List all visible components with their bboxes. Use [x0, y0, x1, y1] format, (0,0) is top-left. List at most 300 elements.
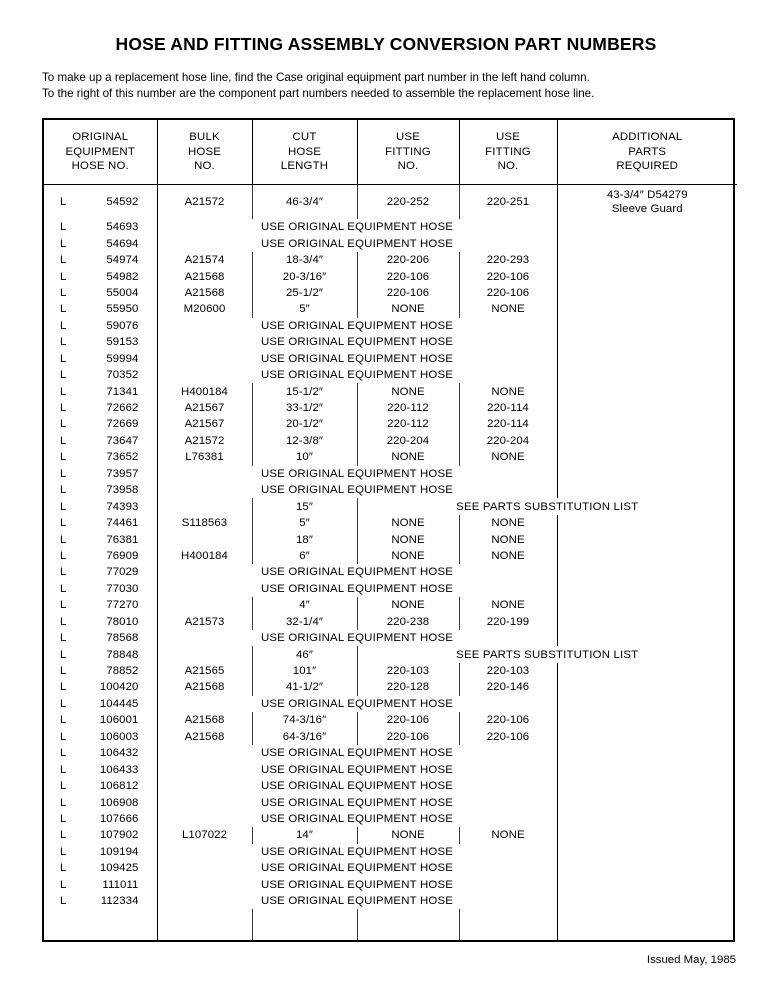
hose-prefix-label: L — [60, 714, 67, 727]
cell-cut-hose-length: 5″ — [252, 515, 357, 531]
header-line: FITTING — [385, 145, 431, 158]
cell-use-original-equipment-hose-note: USE ORIGINAL EQUIPMENT HOSE — [157, 351, 557, 367]
cell-use-fitting-no-1: NONE — [357, 301, 459, 317]
header-line: NO. — [397, 160, 419, 173]
header-line: PARTS — [628, 145, 667, 158]
hose-number-value: 111011 — [102, 878, 139, 891]
cell-use-fitting-no-2: 220-106 — [459, 285, 557, 301]
intro-line-1: To make up a replacement hose line, find the Case original equipment part number in the left hand column. — [42, 71, 590, 84]
hose-prefix-label: L — [60, 451, 67, 464]
hose-prefix-label: L — [60, 467, 67, 480]
cell-original-equipment-hose-no — [44, 285, 157, 301]
cell-additional-parts-required — [557, 400, 737, 416]
hose-number-value: 72662 — [106, 402, 139, 415]
table-body — [44, 185, 737, 941]
hose-prefix-label: L — [60, 517, 67, 530]
hose-number-value: 77270 — [106, 599, 139, 612]
hose-prefix-label: L — [60, 862, 67, 875]
cell-additional-parts-required — [557, 581, 737, 597]
cell-bulk-hose-no — [157, 909, 252, 940]
hose-prefix-label: L — [60, 533, 67, 546]
cell-cut-hose-length: 6″ — [252, 548, 357, 564]
cell-original-equipment-hose-no — [44, 877, 157, 893]
cell-use-original-equipment-hose-note: USE ORIGINAL EQUIPMENT HOSE — [157, 466, 557, 482]
cell-bulk-hose-no: A21572 — [157, 185, 252, 220]
cell-original-equipment-hose-no — [44, 416, 157, 432]
cell-use-fitting-no-2: NONE — [459, 515, 557, 531]
hose-number-value: 55004 — [106, 286, 139, 299]
header-line: NO. — [194, 160, 215, 173]
hose-number-value: 109194 — [99, 845, 139, 858]
table-row — [44, 449, 737, 465]
cell-cut-hose-length: 46″ — [252, 646, 357, 662]
cell-use-original-equipment-hose-note: USE ORIGINAL EQUIPMENT HOSE — [157, 844, 557, 860]
cell-additional-parts-required — [557, 482, 737, 498]
hose-prefix-label: L — [60, 418, 67, 431]
cell-original-equipment-hose-no — [44, 482, 157, 498]
cell-additional-parts-required — [557, 252, 737, 268]
cell-use-fitting-no-2: NONE — [459, 531, 557, 547]
hose-number-value: 76381 — [106, 533, 139, 546]
hose-prefix-label: L — [60, 566, 67, 579]
additional-part-line: Sleeve Guard — [611, 203, 683, 215]
cell-original-equipment-hose-no — [44, 268, 157, 284]
cell-use-original-equipment-hose-note: USE ORIGINAL EQUIPMENT HOSE — [157, 334, 557, 350]
cell-additional-parts-required — [557, 761, 737, 777]
cell-see-parts-substitution-list-note: SEE PARTS SUBSTITUTION LIST — [456, 500, 639, 513]
table-row — [44, 334, 737, 350]
hose-prefix-label: L — [60, 829, 67, 842]
cell-cut-hose-length: 15-1/2″ — [252, 383, 357, 399]
cell-cut-hose-length: 15″ — [252, 498, 357, 514]
cell-original-equipment-hose-no — [44, 663, 157, 679]
cell-use-original-equipment-hose-note: USE ORIGINAL EQUIPMENT HOSE — [157, 581, 557, 597]
header-line: USE — [395, 131, 421, 144]
table-row — [44, 646, 737, 662]
cell-original-equipment-hose-no — [44, 433, 157, 449]
cell-additional-parts-required — [557, 794, 737, 810]
hose-number-value: 54693 — [106, 221, 139, 234]
header-line: HOSE — [187, 145, 222, 158]
hose-number-value: 73647 — [106, 434, 139, 447]
cell-cut-hose-length: 64-3/16″ — [252, 729, 357, 745]
table-row — [44, 252, 737, 268]
cell-use-original-equipment-hose-note: USE ORIGINAL EQUIPMENT HOSE — [157, 630, 557, 646]
cell-use-fitting-no-1: 220-206 — [357, 252, 459, 268]
hose-number-value: 55950 — [106, 303, 139, 316]
hose-number-value: 106908 — [99, 796, 139, 809]
cell-additional-parts-required — [557, 893, 737, 909]
header-line: HOSE NO. — [71, 160, 129, 173]
cell-original-equipment-hose-no — [44, 564, 157, 580]
cell-cut-hose-length: 101″ — [252, 663, 357, 679]
hose-prefix-label: L — [60, 845, 67, 858]
cell-bulk-hose-no: A21574 — [157, 252, 252, 268]
table-row — [44, 745, 737, 761]
table-row — [44, 581, 737, 597]
cell-cut-hose-length: 46-3/4″ — [252, 185, 357, 220]
cell-original-equipment-hose-no — [44, 630, 157, 646]
cell-bulk-hose-no — [157, 498, 252, 514]
table-row — [44, 531, 737, 547]
hose-number-value: 54592 — [106, 196, 139, 208]
hose-number-value: 106433 — [99, 763, 139, 776]
cell-additional-parts-required — [557, 548, 737, 564]
cell-use-fitting-no-1: NONE — [357, 827, 459, 843]
hose-number-value: 78848 — [106, 648, 139, 661]
cell-original-equipment-hose-no — [44, 646, 157, 662]
hose-prefix-label: L — [60, 286, 67, 299]
cell-use-fitting-no-2: 220-204 — [459, 433, 557, 449]
cell-use-fitting-no-1: NONE — [357, 383, 459, 399]
cell-original-equipment-hose-no — [44, 334, 157, 350]
cell-use-fitting-no-1: 220-204 — [357, 433, 459, 449]
hose-number-value: 54694 — [106, 237, 139, 250]
cell-additional-parts-required — [557, 318, 737, 334]
hose-number-value: 78852 — [106, 665, 139, 678]
table-row — [44, 482, 737, 498]
cell-use-fitting-no-1: 220-106 — [357, 729, 459, 745]
cell-use-fitting-no-1: NONE — [357, 531, 459, 547]
table-row — [44, 712, 737, 728]
hose-number-value: 106812 — [99, 780, 139, 793]
cell-original-equipment-hose-no — [44, 185, 157, 220]
hose-prefix-label: L — [60, 697, 67, 710]
cell-original-equipment-hose-no — [44, 729, 157, 745]
cell-bulk-hose-no: H400184 — [157, 383, 252, 399]
cell-use-original-equipment-hose-note: USE ORIGINAL EQUIPMENT HOSE — [157, 745, 557, 761]
cell-original-equipment-hose-no — [44, 498, 157, 514]
cell-cut-hose-length: 32-1/4″ — [252, 614, 357, 630]
cell-bulk-hose-no: A21565 — [157, 663, 252, 679]
cell-use-original-equipment-hose-note: USE ORIGINAL EQUIPMENT HOSE — [157, 235, 557, 251]
header-line: HOSE — [287, 145, 322, 158]
cell-additional-parts-required — [557, 564, 737, 580]
hose-number-value: 59994 — [106, 352, 139, 365]
cell-bulk-hose-no: L76381 — [157, 449, 252, 465]
cell-use-original-equipment-hose-note: USE ORIGINAL EQUIPMENT HOSE — [157, 877, 557, 893]
table-row — [44, 367, 737, 383]
cell-use-original-equipment-hose-note: USE ORIGINAL EQUIPMENT HOSE — [157, 778, 557, 794]
hose-number-value: 106001 — [99, 714, 139, 727]
hose-prefix-label: L — [60, 582, 67, 595]
cell-original-equipment-hose-no — [44, 811, 157, 827]
hose-number-value: 73652 — [106, 451, 139, 464]
cell-bulk-hose-no: A21568 — [157, 285, 252, 301]
cell-cut-hose-length: 4″ — [252, 597, 357, 613]
cell-use-fitting-no-1: 220-252 — [357, 185, 459, 220]
cell-original-equipment-hose-no — [44, 860, 157, 876]
hose-number-value: 107902 — [99, 829, 139, 842]
hose-prefix-label: L — [60, 549, 67, 562]
cell-additional-parts-required — [557, 860, 737, 876]
cell-original-equipment-hose-no — [44, 466, 157, 482]
table-row — [44, 400, 737, 416]
cell-additional-parts-required — [557, 712, 737, 728]
hose-prefix-label: L — [60, 336, 67, 349]
table-row — [44, 811, 737, 827]
hose-prefix-label: L — [60, 599, 67, 612]
cell-bulk-hose-no: S118563 — [157, 515, 252, 531]
hose-prefix-label: L — [60, 500, 67, 513]
cell-additional-parts-required — [557, 729, 737, 745]
cell-use-fitting-no-2: 220-114 — [459, 400, 557, 416]
cell-original-equipment-hose-no — [44, 679, 157, 695]
cell-use-fitting-no-2: 220-146 — [459, 679, 557, 695]
column-header-use-fitting-no-1 — [357, 120, 459, 185]
cell-cut-hose-length: 10″ — [252, 449, 357, 465]
hose-number-value: 73958 — [106, 484, 139, 497]
cell-additional-parts-required — [557, 630, 737, 646]
cell-use-fitting-no-1: 220-106 — [357, 712, 459, 728]
header-line: REQUIRED — [616, 160, 679, 173]
cell-bulk-hose-no — [157, 646, 252, 662]
hose-prefix-label: L — [60, 270, 67, 283]
cell-additional-parts-required — [557, 268, 737, 284]
cell-cut-hose-length: 20-1/2″ — [252, 416, 357, 432]
cell-additional-parts-required — [557, 334, 737, 350]
cell-use-fitting-no-2: NONE — [459, 597, 557, 613]
intro-paragraph — [42, 70, 736, 101]
cell-additional-parts-required — [557, 219, 737, 235]
cell-additional-parts-required — [557, 383, 737, 399]
hose-number-value: 71341 — [106, 385, 139, 398]
table-row — [44, 877, 737, 893]
table-row — [44, 548, 737, 564]
cell-original-equipment-hose-no — [44, 827, 157, 843]
hose-prefix-label: L — [60, 221, 67, 234]
cell-bulk-hose-no — [157, 531, 252, 547]
cell-original-equipment-hose-no — [44, 301, 157, 317]
hose-prefix-label: L — [60, 648, 67, 661]
header-line: NO. — [497, 160, 519, 173]
cell-original-equipment-hose-no — [44, 383, 157, 399]
cell-original-equipment-hose-no — [44, 351, 157, 367]
table-row — [44, 794, 737, 810]
cell-original-equipment-hose-no — [44, 219, 157, 235]
cell-original-equipment-hose-no — [44, 252, 157, 268]
cell-additional-parts-required — [557, 367, 737, 383]
cell-use-fitting-no-2: NONE — [459, 449, 557, 465]
cell-cut-hose-length: 20-3/16″ — [252, 268, 357, 284]
conversion-table — [42, 118, 735, 942]
cell-use-fitting-no-1: 220-112 — [357, 400, 459, 416]
cell-original-equipment-hose-no — [44, 597, 157, 613]
cell-use-fitting-no-1: NONE — [357, 548, 459, 564]
cell-additional-parts-required — [557, 185, 737, 220]
cell-additional-parts-required — [557, 909, 737, 940]
cell-original-equipment-hose-no — [44, 745, 157, 761]
cell-additional-parts-required — [557, 466, 737, 482]
table-row — [44, 630, 737, 646]
cell-additional-parts-required — [557, 515, 737, 531]
table-row — [44, 235, 737, 251]
cell-use-fitting-no-1: NONE — [357, 597, 459, 613]
table-row — [44, 268, 737, 284]
header-line: LENGTH — [280, 160, 329, 173]
cell-additional-parts-required — [557, 416, 737, 432]
cell-use-original-equipment-hose-note: USE ORIGINAL EQUIPMENT HOSE — [157, 860, 557, 876]
table-row — [44, 498, 737, 514]
hose-prefix-label: L — [60, 484, 67, 497]
cell-use-fitting-no-1: 220-112 — [357, 416, 459, 432]
hose-number-value: 54982 — [106, 270, 139, 283]
hose-prefix-label: L — [60, 730, 67, 743]
table-row — [44, 761, 737, 777]
hose-prefix-label: L — [60, 632, 67, 645]
cell-use-fitting-no-1: NONE — [357, 515, 459, 531]
cell-bulk-hose-no — [157, 597, 252, 613]
cell-use-original-equipment-hose-note: USE ORIGINAL EQUIPMENT HOSE — [157, 794, 557, 810]
table-filler-row — [44, 909, 737, 940]
hose-prefix-label: L — [60, 319, 67, 332]
cell-cut-hose-length: 74-3/16″ — [252, 712, 357, 728]
cell-cut-hose-length: 5″ — [252, 301, 357, 317]
table-row — [44, 383, 737, 399]
header-line: BULK — [189, 131, 220, 144]
cell-additional-parts-required — [557, 433, 737, 449]
cell-original-equipment-hose-no — [44, 844, 157, 860]
hose-prefix-label: L — [60, 812, 67, 825]
cell-cut-hose-length: 14″ — [252, 827, 357, 843]
page-title: HOSE AND FITTING ASSEMBLY CONVERSION PART NUMBERS — [115, 34, 657, 54]
cell-use-original-equipment-hose-note: USE ORIGINAL EQUIPMENT HOSE — [157, 482, 557, 498]
hose-number-value: 59153 — [106, 336, 139, 349]
cell-additional-parts-required — [557, 285, 737, 301]
table-row — [44, 893, 737, 909]
table-row — [44, 185, 737, 220]
cell-use-original-equipment-hose-note: USE ORIGINAL EQUIPMENT HOSE — [157, 893, 557, 909]
hose-prefix-label: L — [60, 895, 67, 908]
hose-number-value: 77030 — [106, 582, 139, 595]
cell-original-equipment-hose-no — [44, 449, 157, 465]
hose-prefix-label: L — [60, 681, 67, 694]
cell-use-fitting-no-1: 220-128 — [357, 679, 459, 695]
cell-bulk-hose-no: A21572 — [157, 433, 252, 449]
cell-cut-hose-length — [252, 909, 357, 940]
cell-use-fitting-no-2: 220-293 — [459, 252, 557, 268]
cell-cut-hose-length: 18″ — [252, 531, 357, 547]
cell-additional-parts-required — [557, 844, 737, 860]
hose-prefix-label: L — [60, 237, 67, 250]
hose-number-value: 70352 — [106, 369, 139, 382]
cell-use-original-equipment-hose-note: USE ORIGINAL EQUIPMENT HOSE — [157, 696, 557, 712]
hose-number-value: 107666 — [99, 812, 139, 825]
hose-prefix-label: L — [60, 878, 67, 891]
table-row — [44, 564, 737, 580]
cell-bulk-hose-no: H400184 — [157, 548, 252, 564]
issue-date-footer: Issued May, 1985 — [646, 954, 736, 966]
cell-cut-hose-length: 18-3/4″ — [252, 252, 357, 268]
cell-additional-parts-required — [557, 745, 737, 761]
cell-use-fitting-no-2: 220-106 — [459, 712, 557, 728]
hose-prefix-label: L — [60, 402, 67, 415]
cell-original-equipment-hose-no — [44, 712, 157, 728]
column-header-use-fitting-no-2 — [459, 120, 557, 185]
cell-original-equipment-hose-no — [44, 794, 157, 810]
cell-bulk-hose-no: A21573 — [157, 614, 252, 630]
cell-use-fitting-no-1 — [357, 909, 459, 940]
cell-cut-hose-length: 12-3/8″ — [252, 433, 357, 449]
hose-number-value: 112334 — [100, 895, 139, 908]
hose-number-value: 106432 — [99, 747, 139, 760]
table-row — [44, 515, 737, 531]
cell-additional-parts-required — [557, 827, 737, 843]
table-row — [44, 860, 737, 876]
header-line: CUT — [292, 131, 317, 144]
header-line: FITTING — [485, 145, 531, 158]
table-row — [44, 351, 737, 367]
cell-use-fitting-no-2: NONE — [459, 383, 557, 399]
cell-use-fitting-no-1: NONE — [357, 449, 459, 465]
cell-use-original-equipment-hose-note: USE ORIGINAL EQUIPMENT HOSE — [157, 811, 557, 827]
column-header-cut-hose-length — [252, 120, 357, 185]
hose-number-value: 106003 — [99, 730, 139, 743]
table-row — [44, 466, 737, 482]
hose-prefix-label: L — [60, 665, 67, 678]
cell-use-original-equipment-hose-note: USE ORIGINAL EQUIPMENT HOSE — [157, 318, 557, 334]
cell-original-equipment-hose-no — [44, 531, 157, 547]
cell-bulk-hose-no: M20600 — [157, 301, 252, 317]
table-header-row — [44, 120, 737, 185]
hose-number-value: 74393 — [106, 500, 139, 513]
hose-prefix-label: L — [60, 254, 67, 267]
hose-number-value: 74461 — [106, 517, 139, 530]
cell-bulk-hose-no: A21568 — [157, 268, 252, 284]
cell-additional-parts-required — [557, 877, 737, 893]
cell-use-fitting-no-1: 220-103 — [357, 663, 459, 679]
cell-use-fitting-no-2: NONE — [459, 548, 557, 564]
hose-prefix-label: L — [60, 352, 67, 365]
cell-use-fitting-no-2: 220-251 — [459, 185, 557, 220]
header-line: ADDITIONAL — [612, 131, 683, 144]
cell-additional-parts-required — [557, 778, 737, 794]
cell-use-original-equipment-hose-note: USE ORIGINAL EQUIPMENT HOSE — [157, 564, 557, 580]
cell-original-equipment-hose-no — [44, 581, 157, 597]
table-row — [44, 219, 737, 235]
cell-use-fitting-no-1: 220-106 — [357, 285, 459, 301]
cell-bulk-hose-no: A21567 — [157, 400, 252, 416]
hose-prefix-label: L — [60, 385, 67, 398]
hose-prefix-label: L — [60, 780, 67, 793]
hose-prefix-label: L — [60, 763, 67, 776]
cell-original-equipment-hose-no — [44, 614, 157, 630]
cell-original-equipment-hose-no — [44, 318, 157, 334]
cell-original-equipment-hose-no — [44, 893, 157, 909]
hose-prefix-label: L — [60, 196, 67, 208]
hose-prefix-label: L — [60, 303, 67, 316]
cell-original-equipment-hose-no — [44, 778, 157, 794]
hose-number-value: 72669 — [106, 418, 139, 431]
cell-see-parts-substitution-list-note: SEE PARTS SUBSTITUTION LIST — [456, 648, 639, 661]
cell-original-equipment-hose-no — [44, 761, 157, 777]
hose-number-value: 109425 — [99, 862, 139, 875]
table-row — [44, 285, 737, 301]
hose-prefix-label: L — [60, 796, 67, 809]
cell-use-fitting-no-1: 220-106 — [357, 268, 459, 284]
table-row — [44, 433, 737, 449]
table-row — [44, 318, 737, 334]
cell-original-equipment-hose-no — [44, 367, 157, 383]
hose-number-value: 77029 — [106, 566, 139, 579]
table-row — [44, 844, 737, 860]
cell-additional-parts-required — [557, 597, 737, 613]
cell-bulk-hose-no: A21568 — [157, 679, 252, 695]
header-line: ORIGINAL — [72, 131, 129, 144]
hose-number-value: 100420 — [99, 681, 139, 694]
table-row — [44, 679, 737, 695]
intro-line-2: To the right of this number are the component part numbers needed to assemble the replacement hose line. — [42, 86, 595, 100]
